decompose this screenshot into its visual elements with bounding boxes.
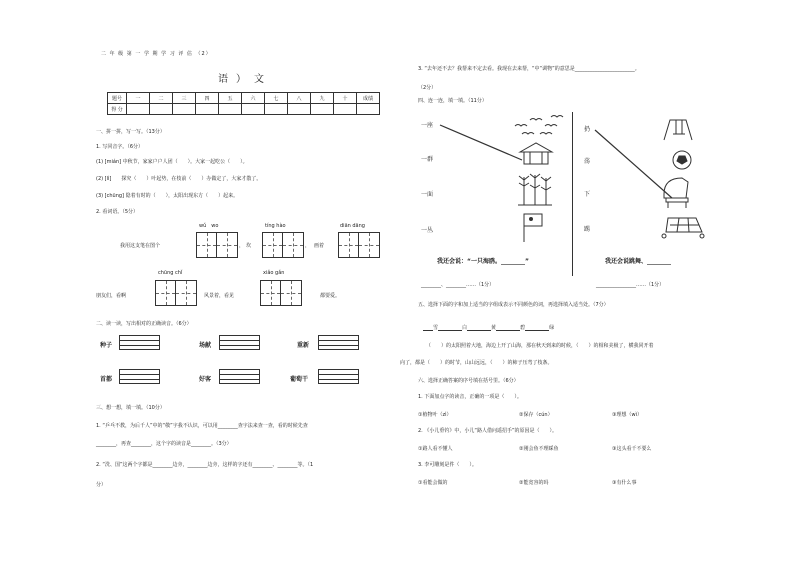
char-option: 白 (462, 325, 468, 331)
question-3-line-1: 1. “乒乓不教，为后千人”中的“敬”字我不认识，可以用________查字法来查一查，看的时候先查 (96, 423, 308, 429)
score-cell: 九 (311, 93, 334, 104)
score-cell: 七 (265, 93, 288, 104)
pinyin-5: xiǎo gǎn (263, 270, 285, 276)
row-2-prefix: 朋友们，看啊 (96, 293, 127, 299)
question-3-line-4: 分） (96, 482, 107, 488)
flag-icon (524, 214, 542, 242)
fill-line-b: ________________……（1分） (596, 282, 665, 288)
chessboard-icon (662, 218, 704, 238)
section-4-title: 四、连一连，填一填。（11分） (418, 98, 487, 104)
verb-word-2: 荡 (584, 158, 591, 165)
q6-1-option-3[interactable]: ③理想（wì） (612, 412, 642, 418)
score-cell: 三 (173, 93, 196, 104)
row-1-sep-2: 坎 (246, 243, 252, 249)
trees-icon (518, 174, 552, 205)
row-2-suffix: 都要爱。 (320, 293, 341, 299)
fill-line-a: ________、________……（1分） (421, 282, 495, 288)
row-2-middle: 风景着，看见 (204, 293, 235, 299)
score-cell: 一 (127, 93, 150, 104)
question-1-title: 1. 写同音字。（6分） (96, 144, 144, 150)
seagulls-icon (515, 116, 563, 135)
pinyin-1: wǔ wo (199, 223, 219, 229)
bottom-left-prompt: 我还会说：“一只海鸥。________” (437, 258, 529, 265)
score-cell: 二 (150, 93, 173, 104)
score-cell: 四 (196, 93, 219, 104)
measure-word-4: 一丛 (421, 227, 434, 234)
subject-title-c: 文 (254, 74, 264, 85)
q6-3-option-2[interactable]: ②能宽容的吗 (519, 480, 549, 486)
pinyin-4: chūng chǐ (158, 270, 183, 276)
score-cell: 五 (219, 93, 242, 104)
question-6-3: 3. 李可雕刻是件（ ）。 (418, 462, 477, 468)
word-5: 好客 (199, 376, 212, 383)
word-1: 种子 (100, 342, 113, 349)
piano-icon (664, 178, 688, 208)
question-3-line-3: 2. “洗、国”这两个字都是________边旁，________边旁，这样的字还有________、________等。（1 (96, 462, 314, 468)
score-cell: 成绩 (357, 93, 380, 104)
verb-word-3: 下 (584, 191, 591, 198)
measure-word-2: 一群 (421, 156, 434, 163)
question-2-title: 2. 看词语。（5分） (96, 209, 139, 215)
section-3-title: 三、想一想，填一填。（10分） (96, 405, 165, 411)
question-6-1: 1. 下面加点字的读音，正确的一项是（ ）。 (418, 394, 522, 400)
char-option: 碧 (520, 325, 526, 331)
row-1-prefix: 我用这支笔在图个 (120, 243, 161, 249)
question-1-line-1: (1) [mián] 中秋节，家家户户人团（ ）。大家一起吃公（ ）。 (96, 159, 248, 165)
section-5-line-2: 向了，都是（ ）的时节，山山远远，（ ）的柿子压弯了枝条。 (400, 360, 553, 366)
subject-title-b: ） (236, 74, 246, 85)
word-6: 葡萄干 (290, 376, 309, 383)
score-cell: 题号 (108, 93, 127, 104)
q6-3-option-3[interactable]: ③有什么事 (612, 480, 637, 486)
char-option: 黄 (491, 325, 497, 331)
question-3-line-5: 3. “去年还不去？我帮来不定去看。我现在去来帮，“中“调物”的意思是________________________。 (418, 66, 640, 72)
row-1-sep-3: ， (305, 243, 311, 249)
exam-header: 二 年 级 第 一 学 期 学 习 评 估 （2） (101, 51, 212, 57)
section-6-title: 六、选择正确答案的序号填在括号里。（6分） (418, 378, 519, 384)
measure-word-3: 一面 (421, 191, 434, 198)
q6-1-option-1[interactable]: ①植物叶（zì） (418, 412, 452, 418)
subject-title-a: 语 (218, 74, 228, 85)
q6-2-option-2[interactable]: ②刚会鱼不理睬鱼 (519, 446, 559, 452)
q6-2-option-3[interactable]: ③这头看千不要么 (612, 446, 652, 452)
char-option: 雪 (433, 325, 439, 331)
row-1-suffix: 画着 (314, 243, 325, 249)
char-option: 绿 (549, 325, 555, 331)
score-row-label: 得 分 (108, 104, 127, 115)
section-5-title: 五、选择下面的字和加上适当的字组成表示不同颜色的词，再选择填入适当处。（7分） (418, 302, 609, 308)
verb-word-4: 踢 (584, 226, 591, 233)
score-cell: 十 (334, 93, 357, 104)
football-icon (673, 151, 691, 169)
q6-2-option-1[interactable]: ①路人看不懂人 (418, 446, 453, 452)
row-1-sep-1: ， (239, 243, 245, 249)
measure-word-1: 一座 (421, 122, 434, 129)
score-cell: 六 (242, 93, 265, 104)
question-1-line-2: (2) [lì] 探究（ ）叶起势，在枝前（ ）办做定了，大家才散了。 (96, 176, 262, 182)
bottom-right-prompt: 我还会说跳舞、________ (605, 258, 672, 265)
question-3-line-6: （2分） (418, 85, 437, 91)
pinyin-2: tíng hào (265, 223, 286, 229)
swing-icon (664, 120, 692, 140)
word-2: 场献 (199, 342, 212, 349)
word-4: 首都 (100, 376, 113, 383)
question-6-2: 2. 《小儿垂钓》中，小儿“路人借问遥招手”的原因是（ ）。 (418, 428, 558, 434)
question-3-line-2: ________，再查________，这个字的读音是________。（3分） (96, 441, 232, 447)
section-5-line-1: （ ）的太阳照着大地，海边上开了山海，那在秋天到来的时候，（ ）的相和美极了，横我同开着 (426, 343, 654, 349)
verb-word-1: 扔 (584, 126, 591, 133)
q6-1-option-2[interactable]: ②保存（cún） (519, 412, 553, 418)
score-cell: 八 (288, 93, 311, 104)
match-line-2 (595, 130, 672, 198)
pavilion-icon (520, 143, 552, 164)
question-1-line-3: (3) [chūng] 隐着有时的（ ），太阳出现东方（ ）起来。 (96, 193, 239, 199)
match-line-1 (440, 125, 522, 160)
section-1-title: 一、拼一拼，写一写。（13分） (96, 129, 165, 135)
q6-3-option-1[interactable]: ①看能会做的 (418, 480, 448, 486)
section-5-chars (423, 325, 554, 331)
section-2-title: 二、读一读，写出相对的正确读音。（6分） (96, 321, 192, 327)
pinyin-3: diān dāng (340, 223, 365, 229)
word-3: 重新 (297, 342, 310, 349)
